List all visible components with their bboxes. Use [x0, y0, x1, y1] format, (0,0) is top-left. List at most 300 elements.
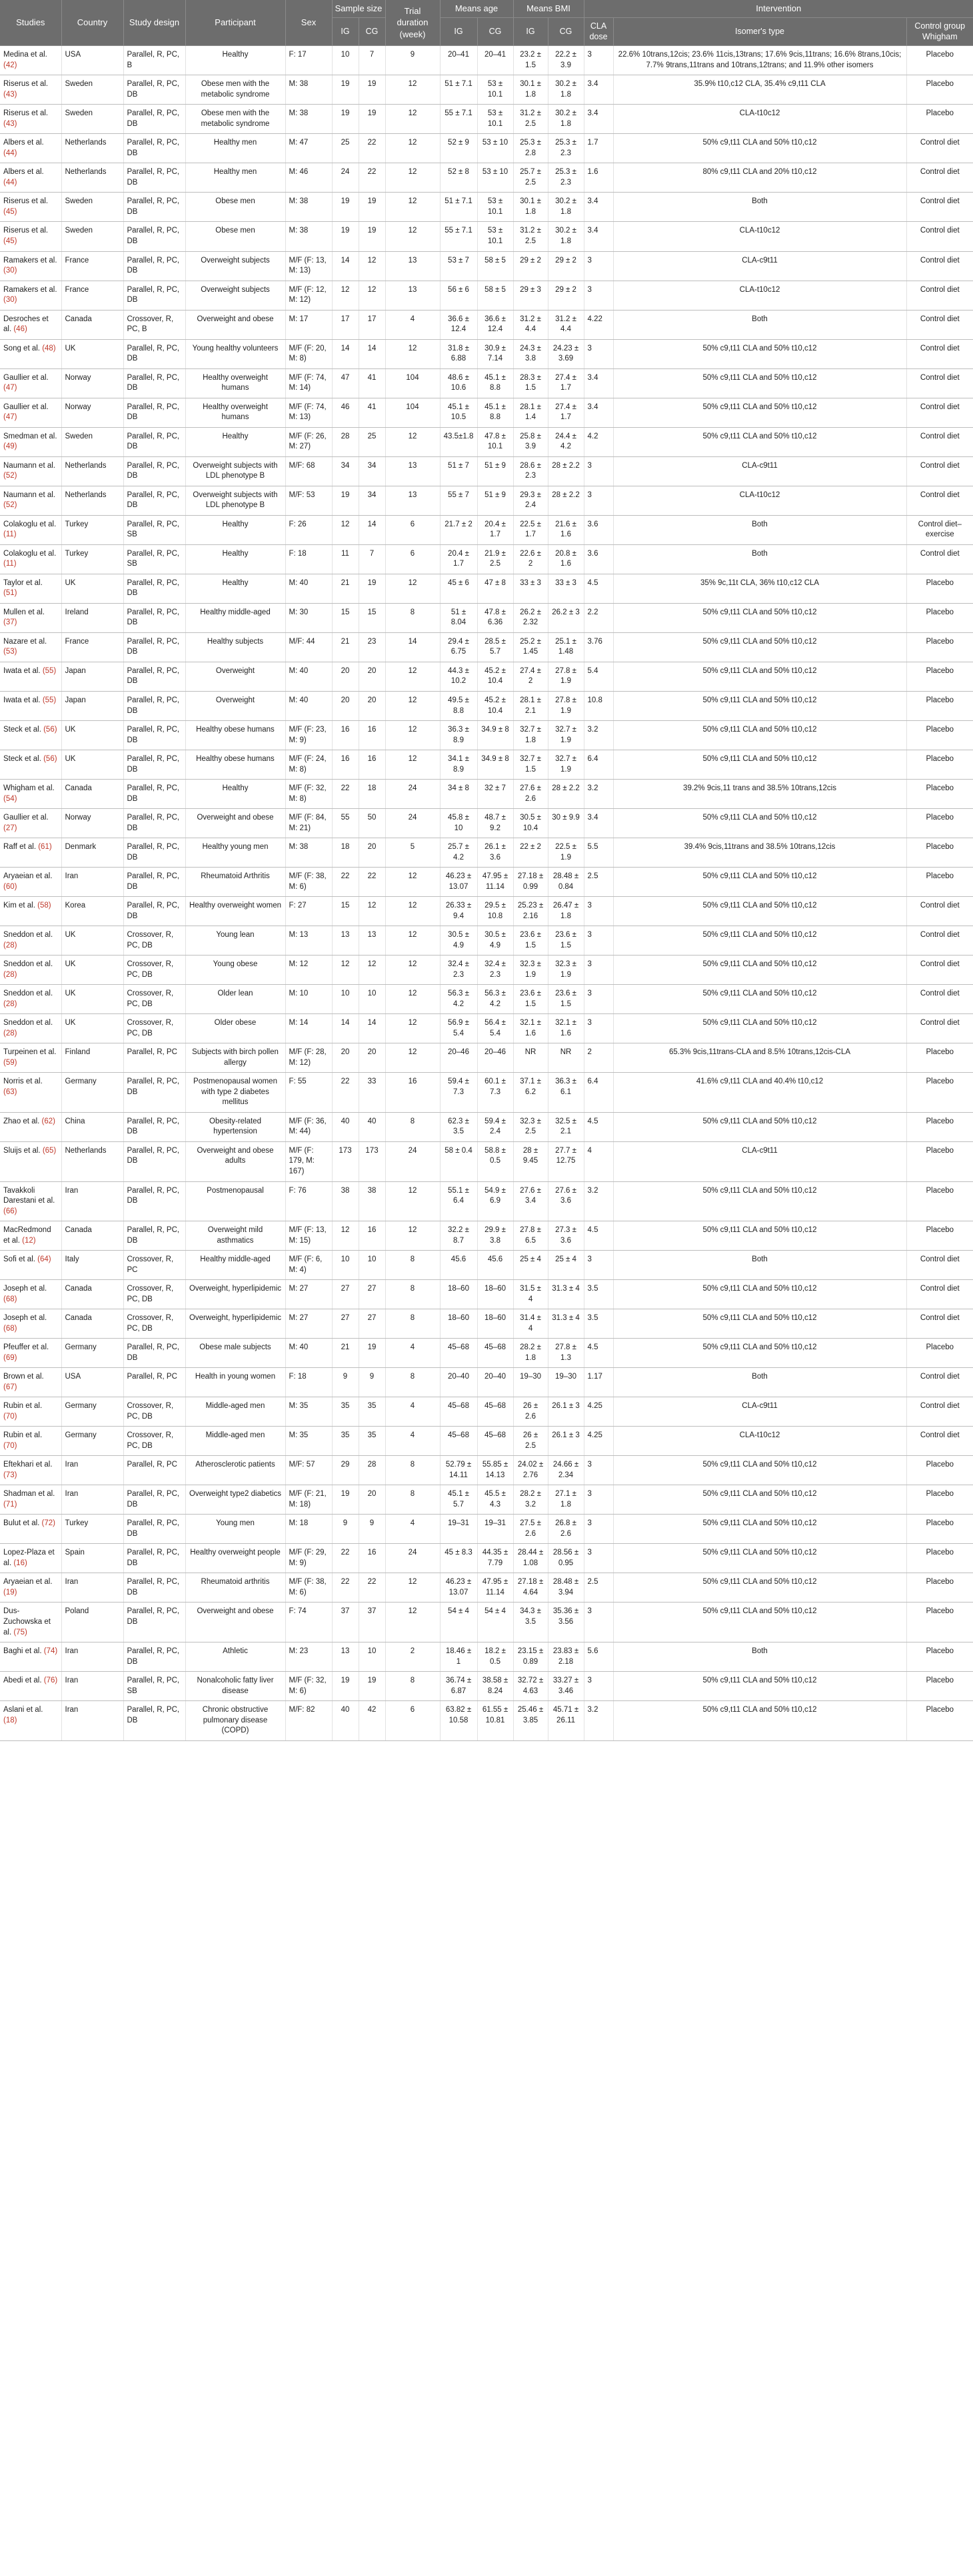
cell-sex: M/F (F: 74, M: 14) [285, 368, 332, 398]
cell-design: Parallel, R, PC, DB [123, 721, 185, 750]
reference-link[interactable]: (18) [3, 1716, 17, 1724]
cell-participant: Postmenopausal [185, 1181, 285, 1221]
reference-link[interactable]: (66) [3, 1207, 17, 1215]
cell-participant: Overweight subjects [185, 251, 285, 281]
cell-duration: 5 [385, 838, 440, 868]
study-name: Sofi et al. [3, 1255, 38, 1264]
cell-age-cg: 29.9 ± 3.8 [477, 1221, 513, 1251]
reference-link[interactable]: (72) [41, 1519, 55, 1528]
study-name: Norris et al. [3, 1077, 43, 1086]
reference-link[interactable]: (55) [42, 666, 57, 675]
cell-participant: Overweight [185, 691, 285, 720]
reference-link[interactable]: (28) [3, 1029, 17, 1037]
reference-link[interactable]: (42) [3, 61, 17, 69]
col-age-cg: CG [477, 17, 513, 46]
cell-cla-dose: 3 [584, 281, 613, 310]
cell-study [0, 134, 61, 163]
table-row [0, 809, 973, 838]
cell-control: Placebo [906, 1603, 973, 1642]
cell-country: Netherlands [61, 134, 123, 163]
cell-age-ig: 19–31 [440, 1515, 477, 1544]
cell-cla-dose: 3.2 [584, 780, 613, 809]
cell-duration: 24 [385, 1544, 440, 1573]
cell-design: Crossover, R, PC, DB [123, 1309, 185, 1339]
reference-link[interactable]: (51) [3, 589, 17, 598]
cell-sample-ig: 47 [332, 368, 359, 398]
cell-age-ig: 63.82 ± 10.58 [440, 1701, 477, 1741]
cell-bmi-ig: 27.18 ± 4.64 [513, 1573, 548, 1603]
cell-sample-ig: 10 [332, 46, 359, 75]
cell-sex: M: 38 [285, 193, 332, 222]
cell-isomer: 50% c9,t11 CLA and 50% t10,c12 [613, 1339, 906, 1368]
cell-age-cg: 60.1 ± 7.3 [477, 1073, 513, 1113]
cell-sample-cg: 14 [359, 1014, 385, 1043]
cell-country: Ireland [61, 603, 123, 632]
cell-sample-ig: 46 [332, 398, 359, 427]
study-name: Sluijs et al. [3, 1146, 43, 1155]
cell-country: Canada [61, 1309, 123, 1339]
cell-sample-ig: 34 [332, 456, 359, 486]
cell-participant: Healthy [185, 46, 285, 75]
cell-country: USA [61, 1368, 123, 1397]
cell-duration: 12 [385, 662, 440, 691]
reference-link[interactable]: (74) [43, 1647, 58, 1656]
cell-design: Parallel, R, PC, DB [123, 368, 185, 398]
cell-study [0, 956, 61, 985]
reference-link[interactable]: (45) [3, 207, 17, 216]
cell-age-ig: 30.5 ± 4.9 [440, 926, 477, 956]
cell-isomer: 50% c9,t11 CLA and 50% t10,c12 [613, 632, 906, 662]
reference-link[interactable]: (52) [3, 472, 17, 480]
cell-sex: M: 38 [285, 222, 332, 251]
reference-link[interactable]: (70) [3, 1441, 17, 1450]
col-bmi-cg: CG [548, 17, 584, 46]
cell-age-cg: 18.2 ± 0.5 [477, 1642, 513, 1672]
reference-link[interactable]: (56) [43, 755, 57, 764]
study-name: Desroches et al. [3, 315, 49, 334]
table-row [0, 398, 973, 427]
cell-bmi-ig: 27.6 ± 2.6 [513, 780, 548, 809]
table-row [0, 339, 973, 368]
cell-cla-dose: 3.5 [584, 1280, 613, 1309]
reference-link[interactable]: (19) [3, 1588, 17, 1597]
reference-link[interactable]: (76) [43, 1676, 58, 1685]
cell-bmi-ig: 27.5 ± 2.6 [513, 1515, 548, 1544]
cell-sample-ig: 28 [332, 427, 359, 456]
cell-bmi-ig: 25 ± 4 [513, 1251, 548, 1280]
cell-duration: 12 [385, 574, 440, 603]
cell-age-ig: 62.3 ± 3.5 [440, 1112, 477, 1141]
table-row [0, 163, 973, 193]
cell-isomer: 50% c9,t11 CLA and 50% t10,c12 [613, 1280, 906, 1309]
cell-sex: M/F (F: 23, M: 9) [285, 721, 332, 750]
reference-link[interactable]: (11) [3, 530, 17, 539]
cell-duration: 12 [385, 750, 440, 780]
cell-age-ig: 54 ± 4 [440, 1603, 477, 1642]
cell-cla-dose: 1.6 [584, 163, 613, 193]
cell-control: Placebo [906, 1515, 973, 1544]
reference-link[interactable]: (65) [42, 1146, 57, 1155]
cell-sex: M/F (F: 29, M: 9) [285, 1544, 332, 1573]
study-name: Riserus et al. [3, 197, 49, 206]
cell-cla-dose: 4.22 [584, 310, 613, 339]
cell-cla-dose: 10.8 [584, 691, 613, 720]
cell-bmi-ig: 32.7 ± 1.8 [513, 721, 548, 750]
cell-control: Placebo [906, 632, 973, 662]
cell-sample-cg: 35 [359, 1427, 385, 1456]
cell-duration: 4 [385, 1339, 440, 1368]
cell-participant: Healthy overweight humans [185, 368, 285, 398]
table-row [0, 838, 973, 868]
cell-isomer: CLA-c9t11 [613, 251, 906, 281]
cell-sample-cg: 19 [359, 105, 385, 134]
cell-study [0, 1397, 61, 1427]
table-row [0, 1043, 973, 1073]
cell-bmi-ig: 31.2 ± 2.5 [513, 105, 548, 134]
cell-cla-dose: 3 [584, 897, 613, 926]
cell-participant: Healthy [185, 780, 285, 809]
cell-participant: Overweight, hyperlipidemic [185, 1280, 285, 1309]
reference-link[interactable]: (73) [3, 1471, 17, 1479]
cell-participant: Overweight type2 diabetics [185, 1485, 285, 1515]
reference-link[interactable]: (43) [3, 119, 17, 128]
cell-country: Canada [61, 1280, 123, 1309]
cell-bmi-ig: 26.2 ± 2.32 [513, 603, 548, 632]
cell-design: Parallel, R, PC, DB [123, 1701, 185, 1741]
cell-sample-ig: 20 [332, 662, 359, 691]
cell-duration: 12 [385, 985, 440, 1014]
cell-sample-cg: 19 [359, 193, 385, 222]
cell-country: Germany [61, 1073, 123, 1113]
reference-link[interactable]: (63) [3, 1087, 17, 1096]
study-name: Joseph et al. [3, 1285, 47, 1293]
cell-sample-ig: 12 [332, 956, 359, 985]
cell-isomer: 50% c9,t11 CLA and 50% t10,c12 [613, 897, 906, 926]
cell-design: Parallel, R, PC, DB [123, 281, 185, 310]
reference-link[interactable]: (28) [3, 999, 17, 1008]
study-name: Gaullier et al. [3, 814, 49, 822]
cell-age-cg: 20–40 [477, 1368, 513, 1397]
cell-age-ig: 45.8 ± 10 [440, 809, 477, 838]
cell-design: Parallel, R, PC, B [123, 46, 185, 75]
col-bmi: Means BMI [513, 0, 584, 17]
cell-duration: 12 [385, 134, 440, 163]
table-row [0, 1251, 973, 1280]
cell-control: Placebo [906, 662, 973, 691]
cell-bmi-cg: 29 ± 2 [548, 251, 584, 281]
cell-bmi-ig: 32.1 ± 1.6 [513, 1014, 548, 1043]
cell-duration: 104 [385, 368, 440, 398]
cell-country: Netherlands [61, 456, 123, 486]
cell-cla-dose: 3.76 [584, 632, 613, 662]
col-country: Country [61, 0, 123, 46]
cell-cla-dose: 3.2 [584, 1701, 613, 1741]
cell-sex: F: 76 [285, 1181, 332, 1221]
header-row [0, 0, 973, 17]
cell-control: Placebo [906, 809, 973, 838]
reference-link[interactable]: (71) [3, 1500, 17, 1509]
cell-bmi-cg: 27.4 ± 1.7 [548, 368, 584, 398]
cell-cla-dose: 5.5 [584, 838, 613, 868]
reference-link[interactable]: (59) [3, 1058, 17, 1067]
cell-design: Parallel, R, PC, DB [123, 897, 185, 926]
cell-cla-dose: 3 [584, 956, 613, 985]
cell-study [0, 1642, 61, 1672]
cell-isomer: CLA-c9t11 [613, 1397, 906, 1427]
cell-age-ig: 44.3 ± 10.2 [440, 662, 477, 691]
cell-age-ig: 45 ± 8.3 [440, 1544, 477, 1573]
cell-bmi-cg: 27.8 ± 1.3 [548, 1339, 584, 1368]
cell-cla-dose: 2 [584, 1043, 613, 1073]
cell-design: Parallel, R, PC, DB [123, 838, 185, 868]
reference-link[interactable]: (53) [3, 648, 17, 656]
cell-study [0, 897, 61, 926]
reference-link[interactable]: (58) [37, 902, 51, 910]
cell-age-cg: 45.6 [477, 1251, 513, 1280]
cell-sample-ig: 20 [332, 1043, 359, 1073]
cell-isomer: 50% c9,t11 CLA and 50% t10,c12 [613, 662, 906, 691]
cell-cla-dose: 5.6 [584, 1642, 613, 1672]
cell-bmi-ig: 28.1 ± 2.1 [513, 691, 548, 720]
cell-sample-cg: 9 [359, 1515, 385, 1544]
cell-age-ig: 18.46 ± 1 [440, 1642, 477, 1672]
cell-bmi-ig: 26 ± 2.6 [513, 1397, 548, 1427]
cell-cla-dose: 2.5 [584, 1573, 613, 1603]
table-row [0, 1221, 973, 1251]
reference-link[interactable]: (64) [37, 1255, 51, 1264]
cell-bmi-ig: 31.2 ± 4.4 [513, 310, 548, 339]
cell-bmi-cg: 27.7 ± 12.75 [548, 1141, 584, 1181]
cell-participant: Obese male subjects [185, 1339, 285, 1368]
table-row [0, 1603, 973, 1642]
cell-bmi-ig: 28.44 ± 1.08 [513, 1544, 548, 1573]
cell-duration: 14 [385, 632, 440, 662]
reference-link[interactable]: (37) [3, 618, 17, 627]
table-row [0, 515, 973, 544]
cell-cla-dose: 1.7 [584, 134, 613, 163]
cell-bmi-ig: 27.6 ± 3.4 [513, 1181, 548, 1221]
cell-cla-dose: 3 [584, 1456, 613, 1485]
reference-link[interactable]: (28) [3, 970, 17, 979]
cell-cla-dose: 4.5 [584, 1112, 613, 1141]
cell-country: Italy [61, 1251, 123, 1280]
cell-cla-dose: 3.4 [584, 193, 613, 222]
cell-control: Control diet [906, 310, 973, 339]
study-name: Sneddon et al. [3, 1019, 53, 1027]
cell-country: France [61, 281, 123, 310]
cell-bmi-cg: 27.8 ± 1.9 [548, 691, 584, 720]
cell-bmi-cg: 28.48 ± 3.94 [548, 1573, 584, 1603]
cell-cla-dose: 6.4 [584, 750, 613, 780]
cell-age-ig: 55 ± 7 [440, 486, 477, 515]
cell-bmi-ig: 30.1 ± 1.8 [513, 75, 548, 105]
cell-study [0, 574, 61, 603]
col-control: Control group Whigham [906, 17, 973, 46]
reference-link[interactable]: (75) [13, 1628, 27, 1636]
cell-country: UK [61, 574, 123, 603]
reference-link[interactable]: (68) [3, 1295, 17, 1303]
cell-bmi-ig: 24.02 ± 2.76 [513, 1456, 548, 1485]
table-row [0, 750, 973, 780]
cell-control: Placebo [906, 105, 973, 134]
reference-link[interactable]: (52) [3, 501, 17, 510]
cell-bmi-ig: 31.2 ± 2.5 [513, 222, 548, 251]
cell-sample-ig: 25 [332, 134, 359, 163]
table-row [0, 1397, 973, 1427]
cell-sample-cg: 19 [359, 75, 385, 105]
cell-age-cg: 51 ± 9 [477, 456, 513, 486]
cell-age-cg: 36.6 ± 12.4 [477, 310, 513, 339]
reference-link[interactable]: (69) [3, 1353, 17, 1362]
cell-bmi-cg: 30.2 ± 1.8 [548, 105, 584, 134]
cell-age-cg: 58 ± 5 [477, 251, 513, 281]
cell-sex: M/F (F: 179, M: 167) [285, 1141, 332, 1181]
reference-link[interactable]: (44) [3, 178, 17, 187]
cell-age-cg: 20–41 [477, 46, 513, 75]
cell-participant: Rheumatoid arthritis [185, 1573, 285, 1603]
reference-link[interactable]: (55) [42, 696, 57, 704]
study-name: Mullen et al. [3, 608, 45, 616]
cell-study [0, 339, 61, 368]
reference-link[interactable]: (62) [41, 1117, 55, 1125]
cell-isomer: 50% c9,t11 CLA and 50% t10,c12 [613, 1701, 906, 1741]
cell-age-cg: 53 ± 10.1 [477, 193, 513, 222]
reference-link[interactable]: (67) [3, 1383, 17, 1391]
cell-sample-cg: 12 [359, 251, 385, 281]
reference-link[interactable]: (12) [22, 1236, 36, 1245]
reference-link[interactable]: (16) [13, 1559, 27, 1567]
cell-sample-ig: 22 [332, 1544, 359, 1573]
cell-age-cg: 34.9 ± 8 [477, 750, 513, 780]
cell-duration: 13 [385, 486, 440, 515]
cell-participant: Healthy subjects [185, 632, 285, 662]
cell-cla-dose: 3 [584, 926, 613, 956]
cell-design: Parallel, R, PC, DB [123, 574, 185, 603]
study-name: Aslani et al. [3, 1706, 43, 1714]
cell-age-cg: 48.7 ± 9.2 [477, 809, 513, 838]
cell-age-ig: 31.8 ± 6.88 [440, 339, 477, 368]
reference-link[interactable]: (47) [3, 384, 17, 392]
cell-design: Parallel, R, PC, DB [123, 691, 185, 720]
cell-country: UK [61, 721, 123, 750]
cell-age-cg: 44.35 ± 7.79 [477, 1544, 513, 1573]
study-name: Pfeuffer et al. [3, 1343, 49, 1352]
reference-link[interactable]: (28) [3, 941, 17, 950]
cell-bmi-ig: 22.5 ± 1.7 [513, 515, 548, 544]
reference-link[interactable]: (56) [43, 726, 57, 734]
reference-link[interactable]: (70) [3, 1412, 17, 1421]
reference-link[interactable]: (30) [3, 296, 17, 305]
cell-age-ig: 36.74 ± 6.87 [440, 1672, 477, 1701]
study-name: Steck et al. [3, 726, 44, 734]
reference-link[interactable]: (30) [3, 267, 17, 275]
cell-bmi-cg: 24.23 ± 3.69 [548, 339, 584, 368]
col-sample-cg: CG [359, 17, 385, 46]
cell-sample-cg: 50 [359, 809, 385, 838]
cell-sex: M: 40 [285, 574, 332, 603]
cell-control: Placebo [906, 75, 973, 105]
cell-participant: Overweight subjects with LDL phenotype B [185, 486, 285, 515]
cell-age-cg: 19–31 [477, 1515, 513, 1544]
cell-age-cg: 54 ± 4 [477, 1603, 513, 1642]
cell-bmi-ig: 32.7 ± 1.5 [513, 750, 548, 780]
cell-duration: 8 [385, 603, 440, 632]
cell-duration: 2 [385, 1642, 440, 1672]
cell-sample-cg: 27 [359, 1280, 385, 1309]
reference-link[interactable]: (54) [3, 794, 17, 803]
reference-link[interactable]: (48) [42, 344, 56, 352]
cell-participant: Healthy overweight women [185, 897, 285, 926]
cell-sex: M/F: 68 [285, 456, 332, 486]
reference-link[interactable]: (44) [3, 149, 17, 157]
cell-country: Japan [61, 691, 123, 720]
cell-bmi-ig: 37.1 ± 6.2 [513, 1073, 548, 1113]
cell-sample-cg: 22 [359, 1573, 385, 1603]
reference-link[interactable]: (49) [3, 442, 17, 451]
cell-bmi-ig: 25.2 ± 1.45 [513, 632, 548, 662]
cell-country: Germany [61, 1397, 123, 1427]
cell-age-cg: 61.55 ± 10.81 [477, 1701, 513, 1741]
cell-study [0, 1251, 61, 1280]
table-body [0, 46, 973, 1740]
cell-bmi-cg: 26.1 ± 3 [548, 1427, 584, 1456]
reference-link[interactable]: (45) [3, 237, 17, 245]
cell-isomer: CLA-c9t11 [613, 456, 906, 486]
study-name: Turpeinen et al. [3, 1048, 57, 1057]
cell-age-ig: 20–40 [440, 1368, 477, 1397]
reference-link[interactable]: (43) [3, 90, 17, 99]
cell-country: Sweden [61, 105, 123, 134]
cell-sample-ig: 21 [332, 1339, 359, 1368]
reference-link[interactable]: (60) [3, 882, 17, 891]
reference-link[interactable]: (47) [3, 413, 17, 422]
cell-isomer: Both [613, 193, 906, 222]
cell-sample-ig: 10 [332, 1251, 359, 1280]
table-row [0, 780, 973, 809]
cell-isomer: CLA-c9t11 [613, 1141, 906, 1181]
cell-cla-dose: 4.25 [584, 1427, 613, 1456]
cell-isomer: 22.6% 10trans,12cis; 23.6% 11cis,13trans; 17.6% 9cis,11trans; 16.6% 8trans,10cis; 7.7% 9trans,11trans and 10trans,12trans; and 11.9% other isomers [613, 46, 906, 75]
cell-sample-ig: 15 [332, 603, 359, 632]
study-name: Smedman et al. [3, 432, 57, 440]
cell-control: Placebo [906, 1544, 973, 1573]
cell-isomer: 50% c9,t11 CLA and 50% t10,c12 [613, 956, 906, 985]
reference-link[interactable]: (61) [38, 843, 52, 852]
cell-duration: 12 [385, 1043, 440, 1073]
cell-study [0, 868, 61, 897]
cell-sample-ig: 19 [332, 193, 359, 222]
cell-study [0, 1368, 61, 1397]
reference-link[interactable]: (46) [13, 325, 27, 334]
cell-control: Placebo [906, 1141, 973, 1181]
cell-cla-dose: 3 [584, 1544, 613, 1573]
reference-link[interactable]: (68) [3, 1324, 17, 1333]
cell-bmi-cg: 22.5 ± 1.9 [548, 838, 584, 868]
cell-isomer: CLA-t10c12 [613, 281, 906, 310]
reference-link[interactable]: (11) [3, 560, 17, 568]
cell-participant: Overweight subjects [185, 281, 285, 310]
cell-duration: 12 [385, 1014, 440, 1043]
reference-link[interactable]: (27) [3, 824, 17, 832]
cell-bmi-cg: 24.4 ± 4.2 [548, 427, 584, 456]
cell-sex: M/F (F: 13, M: 15) [285, 1221, 332, 1251]
cell-study [0, 251, 61, 281]
cell-bmi-cg: 23.6 ± 1.5 [548, 985, 584, 1014]
cell-sample-ig: 20 [332, 691, 359, 720]
cell-study [0, 1043, 61, 1073]
cell-cla-dose: 3 [584, 1014, 613, 1043]
cell-bmi-cg: 27.1 ± 1.8 [548, 1485, 584, 1515]
